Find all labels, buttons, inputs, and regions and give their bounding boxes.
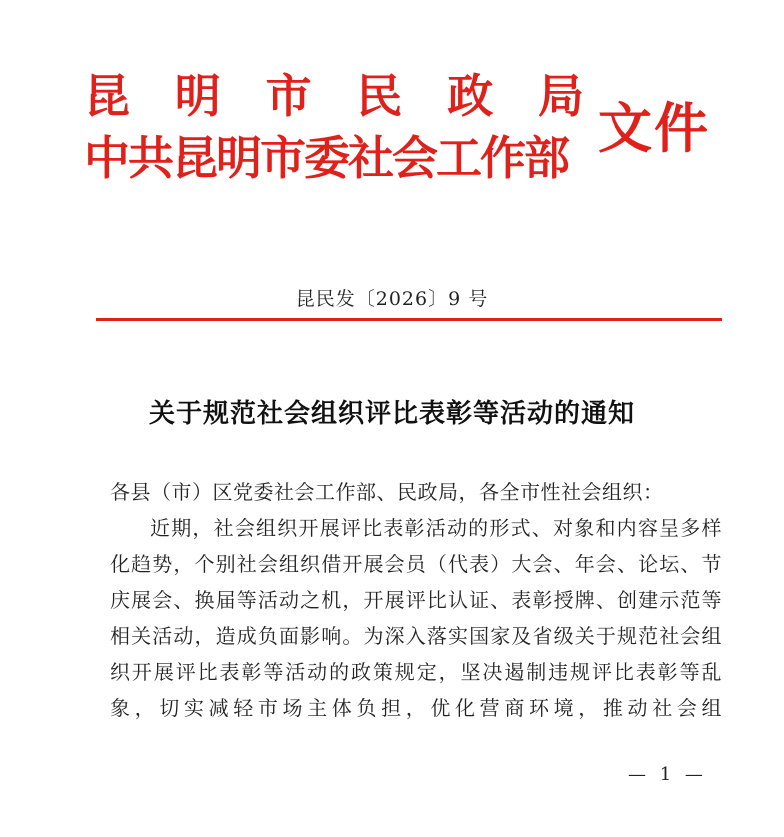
document-suffix: 文件 (598, 96, 710, 160)
issuer-char: 明 (174, 69, 221, 123)
document-body (110, 474, 722, 726)
document-title: 关于规范社会组织评比表彰等活动的通知 (148, 399, 635, 429)
body-paragraph: 近期，社会组织开展评比表彰活动的形式、对象和内容呈多样化趋势，个别社会组织借开展会员（代表）大会、年会、论坛、节庆展会、换届等活动之机，开展评比认证、表彰授牌、创建示范等相关活动，造成负面影响。为深入落实国家及省级关于规范社会组织开展评比表彰等活动的政策规定，坚决遏制违规评比表彰等乱象，切实减轻市场主体负担，优化营商环境，推动社会组 (110, 516, 722, 720)
issuer-char: 昆 (84, 69, 130, 123)
issuer-line-2: 中共昆明市委社会工作部 (84, 131, 568, 185)
page-number: — 1 — (628, 764, 707, 785)
document-number: 昆民发〔2026〕9 号 (295, 288, 489, 310)
salutation: 各县（市）区党委社会工作部、民政局，各全市性社会组织： (110, 480, 664, 504)
issuer-line-1 (84, 68, 584, 124)
issuer-char: 市 (265, 69, 312, 123)
issuer-char: 民 (356, 69, 403, 123)
red-divider (96, 318, 722, 321)
issuer-char: 局 (537, 69, 584, 123)
red-header (84, 68, 724, 198)
issuer-char: 政 (447, 69, 494, 123)
